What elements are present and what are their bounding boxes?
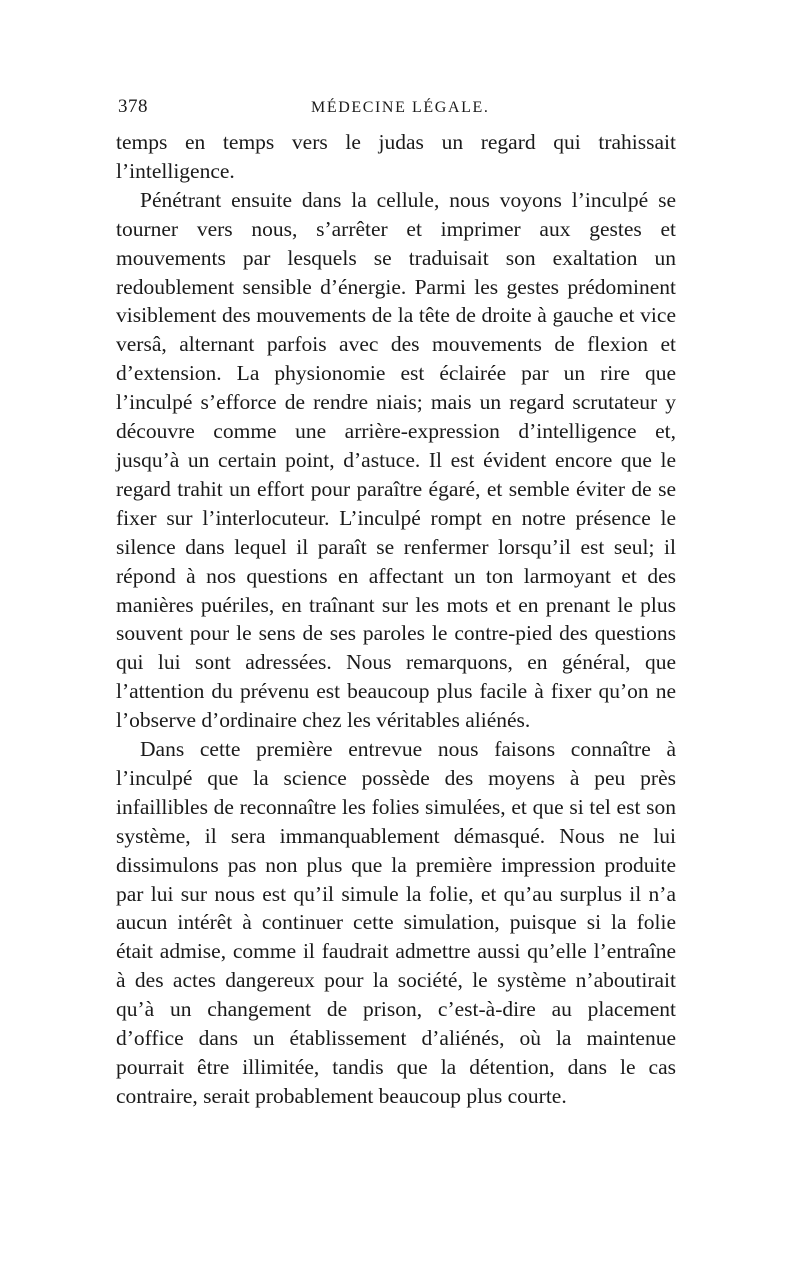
paragraph-continued: temps en temps vers le judas un regard qui trahissait l’intelligence. — [116, 130, 676, 183]
page-number: 378 — [118, 96, 148, 117]
paragraph-first-interview: Dans cette première entrevue nous faisons connaître à l’inculpé que la science possède des moyens à peu près infaillibles de reconnaître les folies simulées, et que si tel est son système, il sera immanquablement démasqué. Nous ne lui dissimulons pas non plus que la première impression produite par lui sur nous est qu’il simule la folie, et qu’au surplus il n’a aucun intérêt à continuer cette simulation, puisque si la folie était admise, comme il faudrait admettre aussi qu’elle l’entraîne à des actes dangereux pour la société, le système n’aboutirait qu’à un changement de prison, c’est-à-dire au placement d’office dans un établissement d’aliénés, où la maintenue pourrait être illimitée, tandis que la détention, dans le cas contraire, serait probablement beaucoup plus courte. — [116, 737, 676, 1108]
page-header — [116, 96, 676, 126]
body-text — [116, 128, 676, 1111]
running-head: MÉDECINE LÉGALE. — [311, 99, 490, 116]
paragraph-examination: Pénétrant ensuite dans la cellule, nous voyons l’inculpé se tourner vers nous, s’arrêter et imprimer aux gestes et mouvements par lesquels se traduisait son exaltation un redoublement sensible d’énergie. Parmi les gestes prédominent visiblement des mouvements de la tête de droite à gauche et vice versâ, alternant parfois avec des mouvements de flexion et d’extension. La physionomie est éclairée par un rire que l’inculpé s’efforce de rendre niais; mais un regard scrutateur y découvre comme une arrière-expression d’intelligence et, jusqu’à un certain point, d’astuce. Il est évident encore que le regard trahit un effort pour paraître égaré, et semble éviter de se fixer sur l’interlocuteur. L’inculpé rompt en notre présence le silence dans lequel il paraît se renfermer lorsqu’il est seul; il répond à nos questions en affectant un ton larmoyant et des manières puériles, en traînant sur les mots et en prenant le plus souvent pour le sens de ses paroles le contre-pied des questions qui lui sont adressées. Nous remarquons, en général, que l’attention du prévenu est beaucoup plus facile à fixer qu’on ne l’observe d’ordinaire chez les véritables aliénés. — [116, 187, 676, 733]
book-page — [116, 96, 676, 1111]
